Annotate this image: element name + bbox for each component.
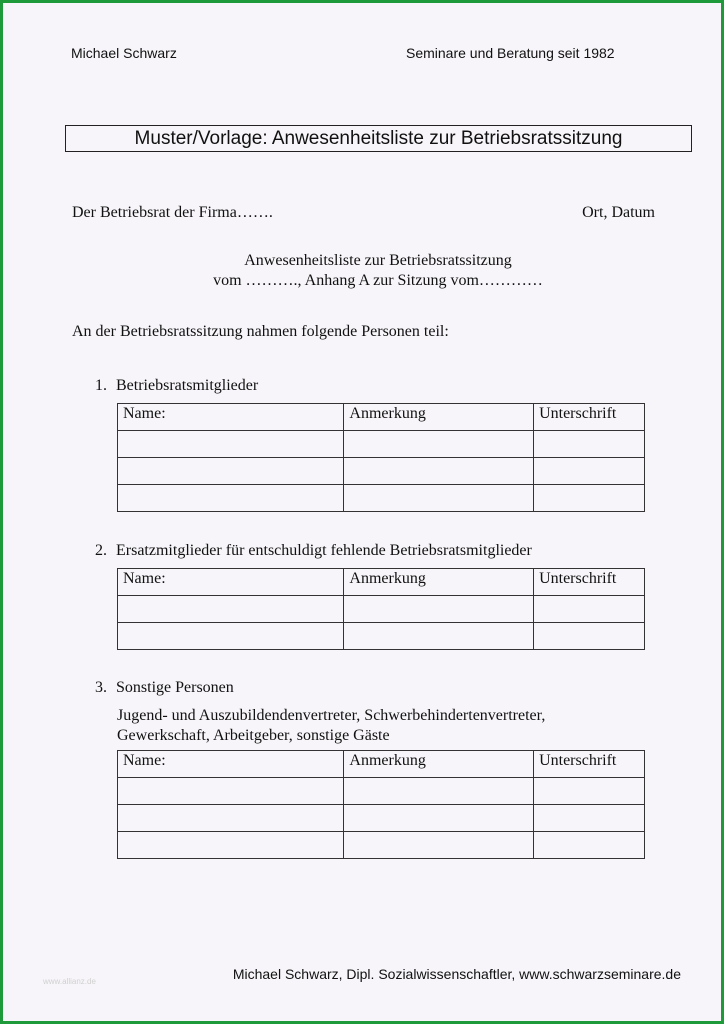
col-header-signature: Unterschrift [534,569,645,596]
section-2-title [95,542,532,560]
table-row [118,832,645,859]
col-header-note: Anmerkung [344,404,534,431]
table-row [118,431,645,458]
note-cell[interactable] [344,778,534,805]
attendance-table-2 [117,568,645,650]
intro-text: An der Betriebsratssitzung nahmen folgende Personen teil: [72,323,449,340]
section-label: Ersatzmitglieder für entschuldigt fehlende Betriebsratsmitglieder [116,542,532,559]
signature-cell[interactable] [534,485,645,512]
col-header-note: Anmerkung [344,751,534,778]
section-number: 3. [95,679,107,696]
section-number: 2. [95,542,107,559]
name-cell[interactable] [118,805,344,832]
name-cell[interactable] [118,596,344,623]
col-header-signature: Unterschrift [534,751,645,778]
table-row [118,805,645,832]
table-row [118,623,645,650]
table-header-row [118,569,645,596]
watermark: www.allianz.de [43,977,96,986]
col-header-name: Name: [118,751,344,778]
name-cell[interactable] [118,431,344,458]
document-title: Muster/Vorlage: Anwesenheitsliste zur Betriebsratssitzung [65,125,692,152]
description-line-1: Jugend- und Auszubildendenvertreter, Schwerbehindertenvertreter, [117,707,546,724]
note-cell[interactable] [344,596,534,623]
table-row [118,596,645,623]
section-3-title [95,679,234,697]
signature-cell[interactable] [534,431,645,458]
subtitle-line-1: Anwesenheitsliste zur Betriebsratssitzung [244,252,512,269]
signature-cell[interactable] [534,778,645,805]
header-author: Michael Schwarz [71,45,177,61]
signature-cell[interactable] [534,805,645,832]
note-cell[interactable] [344,431,534,458]
note-cell[interactable] [344,485,534,512]
note-cell[interactable] [344,832,534,859]
name-cell[interactable] [118,458,344,485]
signature-cell[interactable] [534,458,645,485]
section-number: 1. [95,377,107,394]
name-cell[interactable] [118,623,344,650]
note-cell[interactable] [344,623,534,650]
col-header-name: Name: [118,404,344,431]
attendance-table-3 [117,750,645,859]
attendance-table-1 [117,403,645,512]
signature-cell[interactable] [534,623,645,650]
footer-text: Michael Schwarz, Dipl. Sozialwissenschaftler, www.schwarzseminare.de [232,966,681,982]
section-label: Betriebsratsmitglieder [116,377,259,394]
note-cell[interactable] [344,805,534,832]
signature-cell[interactable] [534,832,645,859]
col-header-note: Anmerkung [344,569,534,596]
section-1-title [95,377,258,395]
signature-cell[interactable] [534,596,645,623]
subtitle-line-2: vom ………., Anhang A zur Sitzung vom………… [213,272,543,289]
col-header-signature: Unterschrift [534,404,645,431]
col-header-name: Name: [118,569,344,596]
header-tagline: Seminare und Beratung seit 1982 [406,45,615,61]
note-cell[interactable] [344,458,534,485]
table-header-row [118,404,645,431]
place-date: Ort, Datum [582,204,655,221]
subtitle-block [3,251,724,291]
table-header-row [118,751,645,778]
table-row [118,485,645,512]
name-cell[interactable] [118,778,344,805]
name-cell[interactable] [118,832,344,859]
name-cell[interactable] [118,485,344,512]
section-3-description [117,706,545,746]
section-label: Sonstige Personen [116,679,234,696]
table-row [118,778,645,805]
table-row [118,458,645,485]
firm-line: Der Betriebsrat der Firma……. [72,204,273,221]
description-line-2: Gewerkschaft, Arbeitgeber, sonstige Gäste [117,727,390,744]
